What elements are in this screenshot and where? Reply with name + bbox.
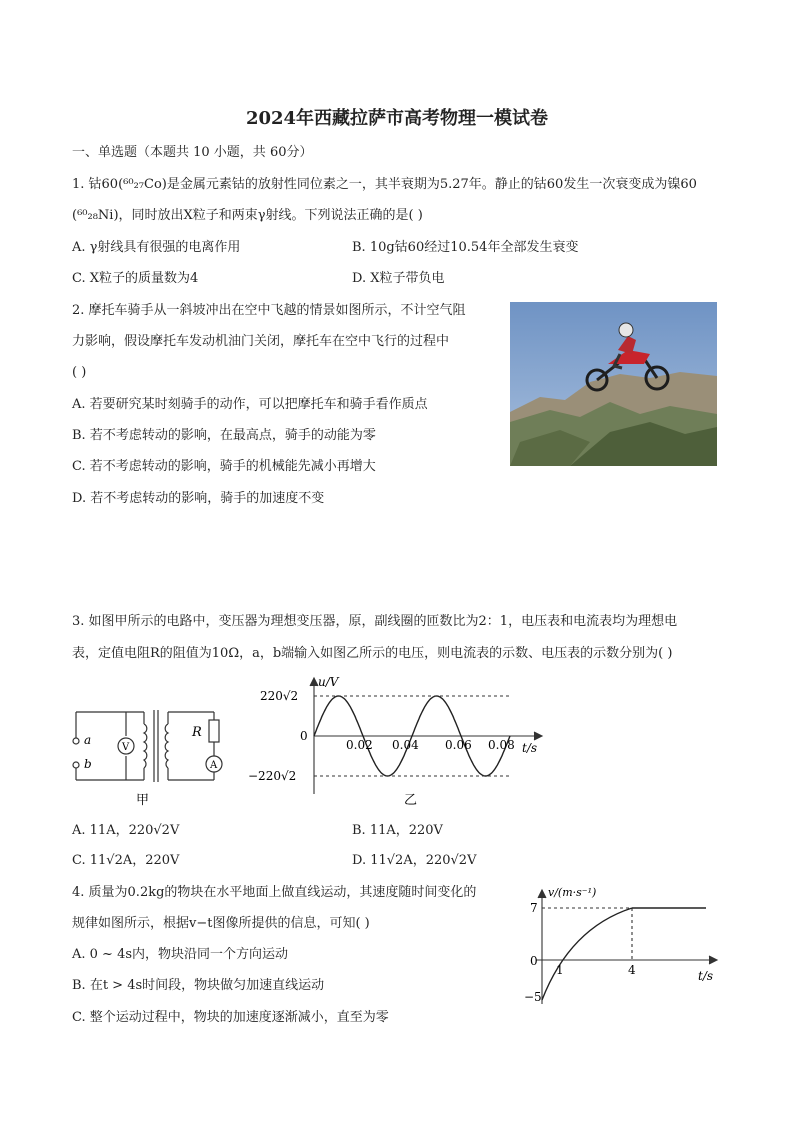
q2-stem-line2: 力影响，假设摩托车发动机油门关闭，摩托车在空中飞行的过程中	[72, 334, 450, 349]
q4-option-a: A. 0 ~ 4s内，物块沿同一个方向运动	[72, 947, 289, 962]
q4-option-b: B. 在t > 4s时间段，物块做匀加速直线运动	[72, 978, 325, 993]
q1-stem-line1: 1. 钴60(⁶⁰₂₇Co)是金属元素钴的放射性同位素之一，其半衰期为5.27年。静止的钴60发生一次衰变成为镍60	[72, 177, 697, 192]
q3-option-b: B. 11A，220V	[352, 823, 443, 838]
origin-label: 0	[300, 729, 308, 743]
q1-option-d: D. X粒子带负电	[352, 271, 445, 286]
t-4-label: 4	[628, 963, 636, 977]
q3-stem-line2: 表，定值电阻R的阻值为10Ω，a，b端输入如图乙所示的电压，则电流表的示数、电压表的示数分别为( )	[72, 646, 673, 661]
terminal-a-label: a	[84, 733, 92, 747]
u-max-label: 220√2	[260, 689, 299, 703]
q4-option-c: C. 整个运动过程中，物块的加速度逐渐减小，直至为零	[72, 1010, 389, 1025]
voltmeter-label: V	[122, 742, 130, 753]
q3-stem-line1: 3. 如图甲所示的电路中，变压器为理想变压器，原，副线圈的匝数比为2：1，电压表和电流表均为理想电	[72, 614, 678, 629]
section-heading: 一、单选题（本题共 10 小题，共 60分）	[72, 145, 313, 160]
q2-option-b: B. 若不考虑转动的影响，在最高点，骑手的动能为零	[72, 428, 376, 443]
q4-stem-line1: 4. 质量为0.2kg的物块在水平地面上做直线运动，其速度随时间变化的	[72, 885, 477, 900]
q3-option-d: D. 11√2A，220√2V	[352, 853, 477, 868]
ammeter-label: A	[210, 760, 218, 771]
q3-option-a: A. 11A，220√2V	[72, 823, 180, 838]
terminal-b-label: b	[84, 757, 92, 771]
q2-option-d: D. 若不考虑转动的影响，骑手的加速度不变	[72, 491, 325, 506]
q1-option-c: C. X粒子的质量数为4	[72, 271, 199, 286]
transformer-circuit-diagram	[66, 700, 236, 810]
u-min-label: −220√2	[248, 769, 297, 783]
q1-stem-line2: (⁶⁰₂₈Ni)，同时放出X粒子和两束γ射线。下列说法正确的是( )	[72, 208, 423, 223]
v-axis-label: v/(m·s⁻¹)	[548, 886, 597, 899]
velocity-time-graph	[510, 880, 730, 1010]
q1-option-b: B. 10g钴60经过10.54年全部发生衰变	[352, 240, 579, 255]
v-7-label: 7	[530, 901, 538, 915]
q2-stem-line3: ( )	[72, 365, 87, 380]
page-title: 2024年西藏拉萨市高考物理一模试卷	[245, 108, 549, 129]
figure-yi-caption: 乙	[404, 793, 418, 808]
q2-option-c: C. 若不考虑转动的影响，骑手的机械能先减小再增大	[72, 459, 376, 474]
q1-option-a: A. γ射线具有很强的电离作用	[72, 240, 241, 255]
tick-label-0.08: 0.08	[488, 738, 515, 752]
figure-jia-caption: 甲	[136, 793, 150, 808]
tick-label-0.06: 0.06	[445, 738, 472, 752]
voltage-time-graph	[240, 668, 560, 810]
q4-stem-line2: 规律如图所示，根据v−t图像所提供的信息，可知( )	[72, 916, 370, 931]
tick-label-0.02: 0.02	[346, 738, 373, 752]
u-axis-label: u/V	[318, 675, 339, 689]
motocross-photo	[510, 302, 717, 466]
q3-option-c: C. 11√2A，220V	[72, 853, 180, 868]
t-1-label: 1	[556, 963, 564, 977]
t-axis-label-q4: t/s	[698, 969, 714, 983]
v-0-label: 0	[530, 954, 538, 968]
resistor-label: R	[192, 725, 202, 740]
q2-option-a: A. 若要研究某时刻骑手的动作，可以把摩托车和骑手看作质点	[72, 397, 428, 412]
q2-stem-line1: 2. 摩托车骑手从一斜坡冲出在空中飞越的情景如图所示，不计空气阻	[72, 303, 466, 318]
t-axis-label: t/s	[522, 741, 538, 755]
tick-label-0.04: 0.04	[392, 738, 419, 752]
v-neg5-label: −5	[524, 990, 542, 1004]
